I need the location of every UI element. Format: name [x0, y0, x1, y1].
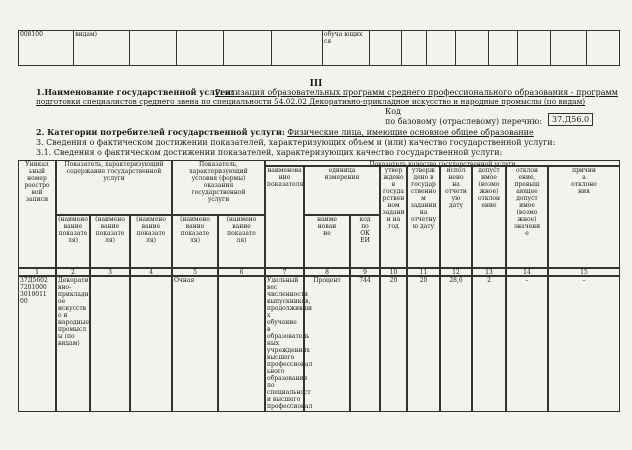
- table-cell: [455, 31, 488, 66]
- code-label: Код: [385, 107, 401, 116]
- table-cell: обуча ющих ся: [322, 31, 369, 66]
- base-code-box: 37.Д56.0: [548, 113, 593, 126]
- header-indicator-subname: (наимено вание показате ля): [172, 215, 218, 268]
- column-number: 10: [380, 268, 407, 276]
- service-name-label: 1.Наименование государственной услуги:: [36, 87, 234, 97]
- row-content: Декорати вно- прикладн ое искусств о и народные промысл ы (по видам): [56, 276, 90, 412]
- table-cell: видам): [74, 31, 129, 66]
- header-approved-task: утвер ждено в госуда рствен ном задани и на год: [380, 166, 407, 268]
- top-continuation-table: [18, 30, 620, 66]
- section-number: III: [309, 79, 323, 89]
- consumer-category-label: 2. Категории потребителей государственной услуги:: [36, 127, 285, 137]
- consumer-category-value: Физические лица, имеющие основное общее образование: [287, 128, 534, 137]
- row-approved-year: 20: [380, 276, 407, 412]
- row-indicator: Удельный вес численности выпускников, продолживши х обучение в образователь ных учреждениях высшего профессионал ьного образования по специальност и высшего профессионал: [267, 277, 313, 410]
- base-list-label: по базовому (отраслевому) перечню:: [385, 117, 542, 126]
- header-conditions-group: Показатель, характеризующий условия (формы) оказания государственной услуги: [172, 160, 265, 215]
- column-number: 8: [304, 268, 350, 276]
- column-number: 12: [440, 268, 472, 276]
- section-3-1-text: 3.1. Сведения о фактическом достижении показателей, характеризующих качество государственной услуги:: [36, 148, 503, 157]
- row-empty: [90, 276, 130, 412]
- column-number: 6: [218, 268, 265, 276]
- header-okei-code: код по ОК ЕИ: [350, 215, 380, 268]
- column-number: 7: [265, 268, 304, 276]
- row-empty: [130, 276, 172, 412]
- header-exceeding-deviation: отклон ение, превыш ающее допуст имое (возмо жное) значени е: [506, 166, 548, 268]
- header-unique-number: Уникал ьный номер реестро вой записи: [18, 160, 56, 268]
- row-form: Очная: [172, 276, 218, 412]
- row-empty: [218, 276, 265, 412]
- header-indicator-subname: (наимено вание показате ля): [130, 215, 172, 268]
- column-number: 14: [506, 268, 548, 276]
- header-unit: единица измерения: [304, 166, 380, 215]
- column-number: 1: [18, 268, 56, 276]
- section-3-text: 3. Сведения о фактическом достижении показателей, характеризующих объем и (или) качество государственной услуги:: [36, 138, 556, 147]
- column-number: 4: [130, 268, 172, 276]
- header-unit-name: наиме нован ие: [304, 215, 350, 268]
- table-cell: [224, 31, 271, 66]
- column-number: 15: [548, 268, 620, 276]
- header-indicator-subname: (наимено вание показате ля): [56, 215, 90, 268]
- table-cell: [177, 31, 224, 66]
- table-row: [19, 31, 620, 66]
- table-cell: [271, 31, 322, 66]
- row-allowed: 2: [472, 276, 506, 412]
- table-cell: [129, 31, 176, 66]
- header-deviation-reason: причин а отклоне ния: [548, 166, 620, 268]
- header-content-group: Показатель, характеризующий содержание государственной услуги: [56, 160, 172, 215]
- header-indicator-subname: (наимено вание показате ля): [90, 215, 130, 268]
- table-cell: [370, 31, 401, 66]
- table-cell: [551, 31, 586, 66]
- table-cell: [426, 31, 455, 66]
- header-approved-date: утверж дено в государ ственно м задании на отчетну ю дату: [407, 166, 440, 268]
- table-cell: [401, 31, 426, 66]
- row-registry-id: 37Д5602 7201000 3010011 00: [18, 276, 56, 412]
- row-approved-date: 20: [407, 276, 440, 412]
- service-name-value: Реализация образовательных программ среднего профессионального образования - программ: [215, 88, 618, 97]
- header-quality-group: Показатель качества государственной услуги: [265, 160, 620, 166]
- column-number: 11: [407, 268, 440, 276]
- table-cell: [518, 31, 551, 66]
- row-unit: Процент: [304, 276, 350, 412]
- row-exceeding: –: [506, 276, 548, 412]
- table-cell: [489, 31, 518, 66]
- table-cell: 008100: [19, 31, 74, 66]
- header-indicator-subname: (наимено вание показате ля): [218, 215, 265, 268]
- row-okei: 744: [350, 276, 380, 412]
- header-executed: испол нено на отчетн ую дату: [440, 166, 472, 268]
- column-number: 5: [172, 268, 218, 276]
- row-executed: 28,6: [440, 276, 472, 412]
- service-name-value-cont: подготовки специалистов среднего звена по специальности 54.02.02 Декоративно-прикладное искусство и народные промыслы (по видам): [36, 97, 586, 106]
- table-cell: [586, 31, 619, 66]
- column-number: 9: [350, 268, 380, 276]
- column-number: 2: [56, 268, 90, 276]
- column-number: 3: [90, 268, 130, 276]
- header-allowed-deviation: допуст имое (возмо жное) отклон ение: [472, 166, 506, 268]
- column-number: 13: [472, 268, 506, 276]
- row-reason: –: [548, 276, 620, 412]
- header-indicator-name: наименова ние показателя: [265, 166, 304, 268]
